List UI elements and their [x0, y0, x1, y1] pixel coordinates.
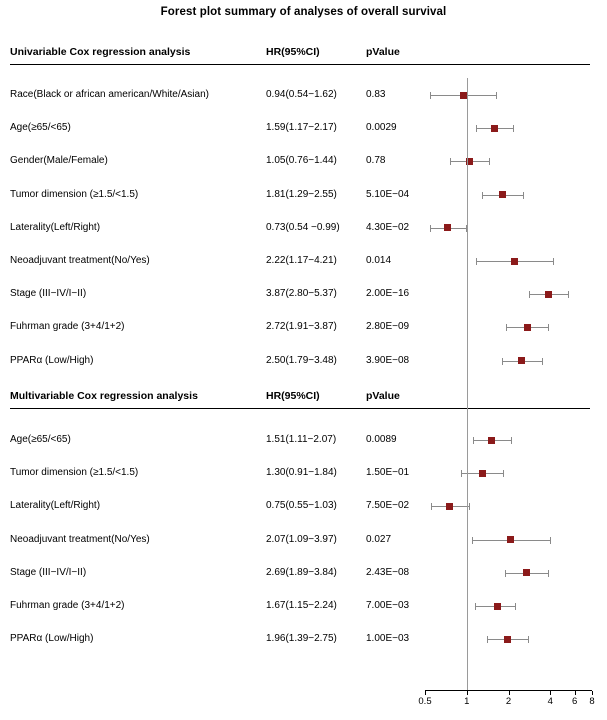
hazard-ratio-point — [499, 191, 506, 198]
confidence-interval-cap-high — [503, 470, 504, 477]
column-header-pvalue-1: pValue — [366, 46, 400, 58]
confidence-interval-cap-low — [473, 437, 474, 444]
row-hr-value: 1.30(0.91−1.84) — [266, 467, 337, 479]
confidence-interval-cap-high — [496, 92, 497, 99]
row-label: Stage (III−IV/I−II) — [10, 288, 87, 300]
column-header-pvalue-2: pValue — [366, 390, 400, 402]
row-pvalue: 2.00E−16 — [366, 288, 410, 300]
confidence-interval-cap-high — [515, 603, 516, 610]
row-pvalue: 2.43E−08 — [366, 566, 410, 578]
row-hr-value: 1.05(0.76−1.44) — [266, 155, 337, 167]
hazard-ratio-point — [523, 569, 530, 576]
confidence-interval-cap-high — [513, 125, 514, 132]
confidence-interval-cap-high — [489, 158, 490, 165]
confidence-interval-cap-high — [542, 358, 543, 365]
row-hr-value: 2.69(1.89−3.84) — [266, 566, 337, 578]
row-label: Fuhrman grade (3+4/1+2) — [10, 600, 125, 611]
hazard-ratio-point — [504, 636, 511, 643]
row-hr-value: 1.51(1.11−2.07) — [266, 434, 337, 445]
confidence-interval-cap-high — [548, 570, 549, 577]
x-axis-tick-label: 2 — [505, 696, 512, 707]
row-pvalue: 0.027 — [366, 533, 392, 545]
hazard-ratio-point — [518, 357, 525, 364]
hazard-ratio-point — [491, 125, 498, 132]
x-axis-tick-label: 8 — [589, 696, 595, 707]
row-hr-value: 2.22(1.17−4.21) — [266, 255, 337, 266]
row-hr-value: 1.81(1.29−2.55) — [266, 188, 337, 200]
row-hr-value: 3.87(2.80−5.37) — [266, 288, 337, 300]
row-hr-value: 0.73(0.54 −0.99) — [266, 221, 340, 233]
row-pvalue: 0.83 — [366, 89, 386, 100]
row-label: Tumor dimension (≥1.5/<1.5) — [10, 467, 139, 479]
confidence-interval-cap-high — [523, 192, 524, 199]
row-pvalue: 5.10E−04 — [366, 188, 410, 200]
hazard-ratio-point — [494, 603, 501, 610]
row-label: Stage (III−IV/I−II) — [10, 566, 87, 578]
row-label: PPARα (Low/High) — [10, 354, 94, 366]
x-axis-tick — [592, 691, 593, 695]
confidence-interval-cap-high — [548, 324, 549, 331]
row-label: Neoadjuvant treatment(No/Yes) — [10, 533, 150, 545]
row-label: PPARα (Low/High) — [10, 633, 94, 645]
row-hr-value: 1.67(1.15−2.24) — [266, 600, 337, 611]
hazard-ratio-point — [488, 437, 495, 444]
row-pvalue: 0.78 — [366, 155, 386, 167]
section-rule-1 — [10, 64, 590, 65]
row-pvalue: 4.30E−02 — [366, 221, 410, 233]
x-axis-tick-label: 1 — [464, 696, 470, 707]
row-label: Tumor dimension (≥1.5/<1.5) — [10, 188, 139, 200]
confidence-interval-cap-low — [475, 603, 476, 610]
x-axis-tick — [550, 691, 551, 695]
hazard-ratio-point — [479, 470, 486, 477]
confidence-interval-cap-low — [506, 324, 507, 331]
column-header-hr-2: HR(95%CI) — [266, 390, 320, 402]
row-pvalue: 7.00E−03 — [366, 600, 410, 611]
row-label: Laterality(Left/Right) — [10, 500, 101, 512]
confidence-interval-cap-low — [472, 537, 473, 544]
column-header-hr-1: HR(95%CI) — [266, 46, 320, 58]
confidence-interval-cap-low — [487, 636, 488, 643]
section-header-2: Multivariable Cox regression analysis — [10, 390, 198, 402]
hazard-ratio-point — [460, 92, 467, 99]
x-axis-tick-label: 0.5 — [418, 696, 432, 707]
row-hr-value: 2.07(1.09−3.97) — [266, 533, 337, 545]
row-label: Age(≥65/<65) — [10, 122, 71, 134]
hazard-ratio-point — [446, 503, 453, 510]
row-pvalue: 7.50E−02 — [366, 500, 410, 512]
x-axis-tick — [467, 691, 468, 695]
row-hr-value: 1.96(1.39−2.75) — [266, 633, 337, 645]
hazard-ratio-point — [511, 258, 518, 265]
hazard-ratio-point — [444, 224, 451, 231]
page-title: Forest plot summary of analyses of overall survival — [160, 6, 447, 18]
confidence-interval-cap-high — [553, 258, 554, 265]
section-rule-2 — [10, 408, 590, 409]
confidence-interval-cap-high — [528, 636, 529, 643]
hazard-ratio-point — [545, 291, 552, 298]
row-label: Laterality(Left/Right) — [10, 221, 101, 233]
row-pvalue: 0.014 — [366, 255, 392, 266]
x-axis-tick — [575, 691, 576, 695]
x-axis-tick — [425, 691, 426, 695]
section-header-1: Univariable Cox regression analysis — [10, 46, 191, 58]
confidence-interval-cap-low — [502, 358, 503, 365]
confidence-interval-cap-low — [476, 258, 477, 265]
row-pvalue: 3.90E−08 — [366, 354, 410, 366]
confidence-interval-cap-low — [450, 158, 451, 165]
x-axis-tick-label: 6 — [572, 696, 578, 707]
row-pvalue: 1.00E−03 — [366, 633, 410, 645]
row-label: Neoadjuvant treatment(No/Yes) — [10, 255, 150, 266]
row-hr-value: 2.72(1.91−3.87) — [266, 321, 337, 333]
row-label: Fuhrman grade (3+4/1+2) — [10, 321, 125, 333]
row-label: Race(Black or african american/White/Asian) — [10, 89, 209, 100]
confidence-interval-cap-low — [529, 291, 530, 298]
row-pvalue: 0.0029 — [366, 122, 397, 134]
confidence-interval-cap-high — [550, 537, 551, 544]
confidence-interval-cap-low — [505, 570, 506, 577]
row-pvalue: 2.80E−09 — [366, 321, 410, 333]
row-hr-value: 0.94(0.54−1.62) — [266, 89, 337, 100]
x-axis-tick-label: 4 — [547, 696, 553, 707]
confidence-interval-cap-low — [461, 470, 462, 477]
confidence-interval-cap-low — [431, 503, 432, 510]
hazard-ratio-point — [524, 324, 531, 331]
confidence-interval-cap-high — [469, 503, 470, 510]
row-pvalue: 1.50E−01 — [366, 467, 410, 479]
confidence-interval-cap-low — [430, 225, 431, 232]
row-label: Gender(Male/Female) — [10, 155, 108, 167]
confidence-interval-cap-high — [511, 437, 512, 444]
reference-line — [467, 78, 468, 690]
row-hr-value: 2.50(1.79−3.48) — [266, 354, 337, 366]
row-hr-value: 0.75(0.55−1.03) — [266, 500, 337, 512]
confidence-interval-cap-low — [430, 92, 431, 99]
row-label: Age(≥65/<65) — [10, 434, 71, 445]
row-hr-value: 1.59(1.17−2.17) — [266, 122, 337, 134]
x-axis-tick — [509, 691, 510, 695]
row-pvalue: 0.0089 — [366, 434, 397, 445]
confidence-interval-cap-low — [476, 125, 477, 132]
hazard-ratio-point — [507, 536, 514, 543]
confidence-interval-cap-high — [568, 291, 569, 298]
confidence-interval-cap-low — [482, 192, 483, 199]
